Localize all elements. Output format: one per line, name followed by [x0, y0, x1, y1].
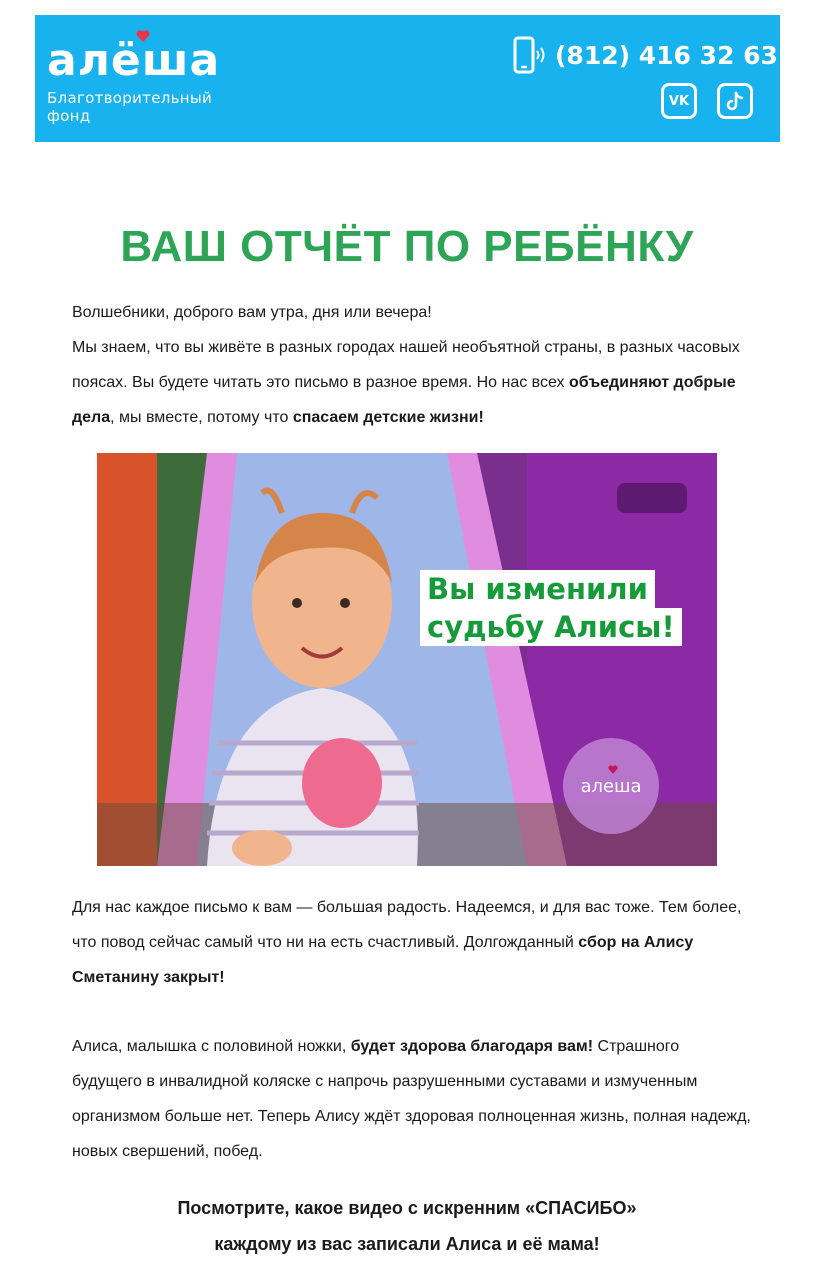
- page-title: ВАШ ОТЧЁТ ПО РЕБЁНКУ: [120, 222, 694, 271]
- body-text-2: [72, 1029, 752, 1169]
- cta-line2: каждому из вас записали Алиса и её мама!: [214, 1234, 600, 1254]
- body-text-part: Алиса, малышка с половиной ножки,: [72, 1038, 351, 1055]
- intro-bold-save-lives: спасаем детские жизни!: [292, 409, 484, 426]
- photo-watermark-logo: [563, 738, 659, 834]
- body-bold-closed: сбор на Алису Сметанину закрыт!: [72, 934, 694, 986]
- watermark-text: алеша: [580, 775, 642, 797]
- body-text-part: Страшного будущего в инвалидной коляске с напрочь разрушенными суставами и измученным организмом больше нет. Теперь Алису ждёт здоровая полноценная жизнь, полная надежд, новых свершений, побед.: [72, 1038, 751, 1160]
- intro-text-part: Мы знаем, что вы живёте в разных городах нашей необъятной страны, в разных часовых поясах. Вы будете читать это письмо в разное время. Но нас всех: [72, 339, 740, 391]
- intro-bold-united: объединяют добрые дела: [72, 374, 736, 426]
- intro-text: [72, 330, 752, 435]
- phone-icon: [513, 36, 549, 74]
- header-banner: [35, 15, 780, 142]
- photo-slogan-line1: Вы изменили: [420, 570, 655, 608]
- logo-wordmark: алёша: [47, 35, 221, 86]
- logo-subtitle-line1: Благотворительный: [47, 89, 213, 107]
- body-text-part: Для нас каждое письмо к вам — большая радость. Надеемся, и для вас тоже. Тем более, что повод сейчас самый что ни на есть счастливый. Долгожданный: [72, 899, 742, 951]
- intro-paragraph: [72, 295, 752, 435]
- phone-number[interactable]: (812) 416 32 63: [555, 40, 778, 70]
- phone-contact[interactable]: [513, 35, 778, 75]
- greeting-line: Волшебники, доброго вам утра, дня или вечера!: [72, 304, 432, 321]
- vk-icon: VK: [668, 93, 690, 109]
- cta-line1: Посмотрите, какое видео с искренним «СПАСИБО»: [177, 1198, 637, 1218]
- tiktok-link[interactable]: [717, 83, 753, 119]
- body-paragraph-1: [72, 890, 752, 995]
- body-bold-healthy: будет здорова благодаря вам!: [350, 1038, 594, 1055]
- vk-link[interactable]: [661, 83, 697, 119]
- body-paragraph-2: [72, 1029, 752, 1169]
- video-call-to-action: [0, 1190, 814, 1262]
- photo-slogan-line2: судьбу Алисы!: [420, 608, 682, 646]
- brand-logo[interactable]: [47, 35, 221, 125]
- body-text-1: [72, 890, 752, 995]
- watermark-heart-icon: [608, 765, 618, 774]
- intro-text-part: , мы вместе, потому что: [110, 409, 293, 426]
- logo-subtitle-line2: фонд: [47, 107, 91, 125]
- tiktok-icon: [724, 90, 746, 112]
